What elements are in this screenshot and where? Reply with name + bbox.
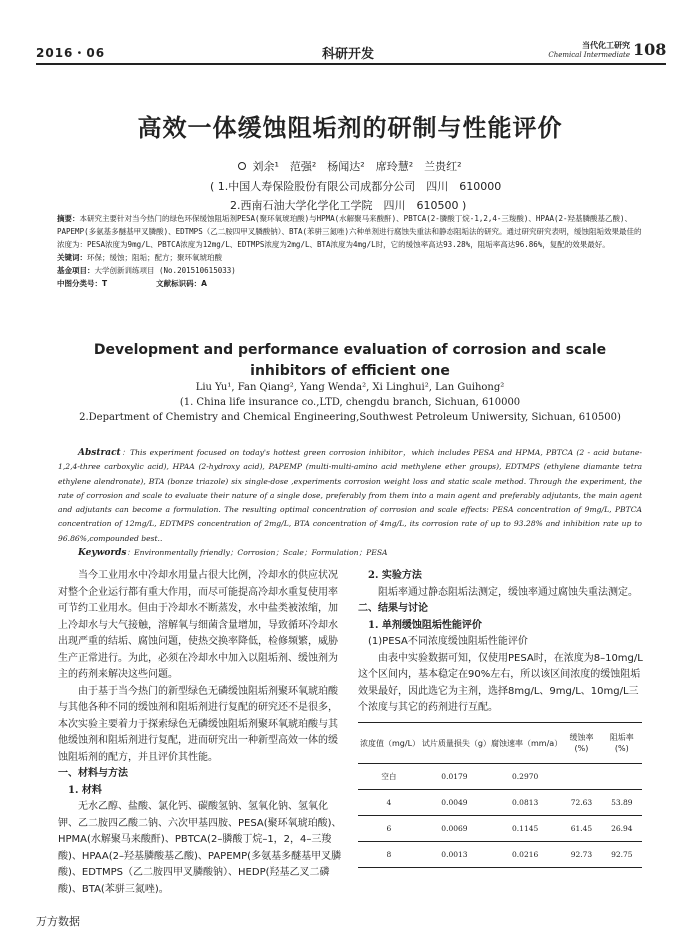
results-paragraph: 由表中实验数据可知，仅使用PESA时，在浓度为8–10mg/L这个区间内，基本稳定在90%左右，所以该区间浓度的缓蚀阻垢效果最好，因此选它为主剂，选择8mg/L、9mg/L、10mg/L三个浓度与其它的药剂进行互配。 — [358, 652, 643, 713]
table-cell: 空白 — [358, 764, 420, 790]
results-table — [358, 722, 642, 868]
table-header-cell: 浓度值（mg/L） — [358, 723, 420, 764]
table-header-cell: 阻垢率(%) — [602, 723, 642, 764]
title-en-line-2: inhibitors of efficient one — [250, 363, 450, 379]
authors-en-block — [0, 380, 700, 425]
circle-icon — [238, 162, 246, 170]
keywords-cn: 环保；缓蚀；阻垢；配方；聚环氧琥珀酸 — [87, 253, 222, 262]
fund-text: 大学创新训练项目 (No.201510615033) — [94, 266, 236, 275]
table-cell: 92.73 — [561, 842, 601, 868]
title-en-line-1: Development and performance evaluation of corrosion and scale — [93, 342, 607, 358]
table-header-cell: 缓蚀率(%) — [561, 723, 601, 764]
table-row — [358, 790, 642, 816]
doc-code-value: A — [201, 279, 207, 288]
journal-name — [545, 40, 630, 59]
issue-label: 2016・06 — [36, 46, 106, 60]
method-paragraph: 阻垢率通过静态阻垢法测定，缓蚀率通过腐蚀失重法测定。 — [378, 586, 638, 598]
table-cell: 0.0013 — [420, 842, 489, 868]
table-cell — [602, 764, 642, 790]
authors-cn — [0, 158, 700, 174]
affiliation-cn-2: 2.西南石油大学化学化工学院 四川 610500 ) — [230, 199, 467, 212]
table-cell: 0.1145 — [489, 816, 561, 842]
section-heading-2: 二、结果与讨论 — [358, 603, 428, 614]
keywords-en-label: Keywords — [78, 548, 127, 559]
intro-paragraph: 当今工业用水中冷却水用量占很大比例，冷却水的供应状况对整个企业运行都有重大作用，而尽可能提高冷却水重复使用率可节约工业用水。但由于冷却水不断蒸发，水中盐类被浓缩，加上冷却水与大气接触，溶解氧与细菌含量增加，导致循环冷却水出现严重的结垢、腐蚀问题，使热交换率降低，检修频繁，威胁生产正常进行。为此，必须在冷却水中加入以阻垢剂、缓蚀剂为主的药剂来解决这些问题。 — [58, 570, 338, 680]
abstract-en-text: This experiment focused on today's hottest green corrosion inhibitor，which includes PESA and HPMA, PBTCA (2 - acid butane-1,2,4-three carboxylic acid), HPAA (2-hydroxy acid), PAPEMP (multi-multi-amino acid methylene ether groups), EDTMPS (ethylene diamante tetra ethylene alendronate), BTA (bonze triazole) six single-dose ,experiments corrosion weight loss and static scale method. Through the experiment, the rate of corrosion and scale to evaluate their nature of a single dose, preferably from them into a main agent and preferably adjutants, the main agent and adjutants can become a formulation. The resulting optimal concentration of corrosion and scale effects: PESA concentration of 9mg/L, PBTCA concentration of 12mg/L, EDTMPS concentration of 2mg/L, BTA concentration of 4mg/L, its corrosion rate of up to 93.28% and inhibition rate up to 96.86%,compounded best.. — [58, 448, 642, 543]
table-cell: 0.2970 — [489, 764, 561, 790]
doc-code-label: 文献标识码： — [156, 279, 202, 288]
section-heading-1: 一、材料与方法 — [58, 768, 128, 779]
table-cell: 26.94 — [602, 816, 642, 842]
table-cell: 0.0813 — [489, 790, 561, 816]
table-cell — [561, 764, 601, 790]
table-row — [358, 764, 642, 790]
abstract-en: Abstract：This experiment focused on today's hottest green corrosion inhibitor，which includes PESA and HPMA, PBTCA (2 - acid butane-1,2,4-three carboxylic acid), HPAA (2-hydroxy acid), PAPEMP (multi-multi-amino acid methylene ether groups), EDTMPS (ethylene diamante tetra ethylene alendronate), BTA (bonze triazole) six single-dose ,experiments corrosion weight loss and static scale method. Through the experiment, the rate of corrosion and scale to evaluate their nature of a single dose, preferably from them into a main agent and preferably adjutants, the main agent and adjutants can become a formulation. The resulting optimal concentration of corrosion and scale effects: PESA concentration of 9mg/L, PBTCA concentration of 12mg/L, EDTMPS concentration of 2mg/L, BTA concentration of 4mg/L, its corrosion rate of up to 93.28% and inhibition rate up to 96.86%,compounded best.. Keywords：Environmentally friendly；Corrosion；Scale；Formulation；PESA — [58, 448, 642, 559]
class-label: 中图分类号： — [57, 279, 102, 288]
abstract-cn-label: 摘要： — [57, 214, 80, 223]
page-number: 108 — [633, 40, 667, 59]
body-right-column — [358, 568, 643, 717]
section-label: 科研开发 — [322, 47, 375, 62]
table-cell: 4 — [358, 790, 420, 816]
journal-name-en: Chemical Intermediate — [548, 51, 630, 59]
affiliation-cn-1: ( 1.中国人寿保险股份有限公司成都分公司 四川 610000 — [210, 180, 502, 193]
abstract-en-label: Abstract — [78, 448, 121, 458]
authors-cn-text: 刘余¹ 范强² 杨闻达² 席玲慧² 兰贵红² — [252, 160, 462, 173]
table-cell: 8 — [358, 842, 420, 868]
table-cell: 6 — [358, 816, 420, 842]
table-cell: 53.89 — [602, 790, 642, 816]
table-cell: 92.75 — [602, 842, 642, 868]
keywords-cn-label: 关键词： — [57, 253, 87, 262]
class-value: T — [102, 279, 108, 288]
affiliation-en-1: (1. China life insurance co.,LTD, chengdu branch, Sichuan, 610000 — [179, 397, 521, 408]
affiliation-en-2: 2.Department of Chemistry and Chemical Engineering,Southwest Petroleum Uniwersity, Sichuan, 610500) — [79, 412, 621, 423]
intro-paragraph-2: 由于基于当今热门的新型绿色无磷缓蚀阻垢剂聚环氧琥珀酸与其他各种不同的缓蚀剂和阻垢剂进行复配的研究还不是很多，本次实验主要着力于探索绿色无磷缓蚀阻垢剂聚环氧琥珀酸与其他缓蚀剂和阻垢剂进行复配，进而研究出一种新型高效一体的缓蚀阻垢剂的配方，并且评价其性能。 — [58, 685, 338, 763]
page-title-cn: 高效一体缓蚀阻垢剂的研制与性能评价 — [137, 114, 563, 142]
abstract-cn — [57, 212, 647, 290]
keywords-en: Environmentally friendly；Corrosion；Scale；Formulation；PESA — [134, 548, 388, 558]
table-row — [358, 816, 642, 842]
table-cell: 0.0069 — [420, 816, 489, 842]
table-header-row — [358, 723, 642, 764]
table-header-cell: 腐蚀速率（mm/a） — [489, 723, 561, 764]
authors-en: Liu Yu¹, Fan Qiang², Yang Wenda², Xi Linghui², Lan Guihong² — [195, 382, 505, 393]
subsection-heading-single: 1. 单剂缓蚀阻垢性能评价 — [368, 619, 482, 631]
page-title-en — [0, 340, 700, 382]
journal-name-cn: 当代化工研究 — [582, 41, 630, 50]
fund-label: 基金项目： — [57, 266, 95, 275]
abstract-cn-text: 本研究主要针对当今热门的绿色环保缓蚀阻垢剂PESA(聚环氧琥珀酸)与HPMA(水解聚马来酸酐)、PBTCA(2-膦酸丁烷-1,2,4-三羧酸)、HPAA(2-羟基膦酸基乙酸)、PAPEMP(多氨基多醚基甲叉膦酸)、EDTMPS（乙二胺四甲叉膦酸钠）、BTA(苯骈三氮唑)六种单剂进行腐蚀失重法和静态阻垢法的研究。通过研究研究表明，缓蚀阻垢效果最佳的浓度为：PESA浓度为9mg/L、PBTCA浓度为12mg/L、EDTMPS浓度为2mg/L、BTA浓度为4mg/L时，它的缓蚀率高达93.28%，阻垢率高达96.86%，复配的效果最好。 — [57, 214, 642, 249]
subsection-heading-method: 2. 实验方法 — [368, 570, 422, 581]
header-rule — [36, 63, 666, 65]
subsection-heading-materials: 1. 材料 — [68, 784, 102, 796]
table-cell: 72.63 — [561, 790, 601, 816]
table-cell: 0.0049 — [420, 790, 489, 816]
materials-paragraph: 无水乙醇、盐酸、氯化钙、碳酸氢钠、氢氧化钠、氢氧化钾、乙二胺四乙酸二钠、六次甲基四胺、PESA(聚环氧琥珀酸)、HPMA(水解聚马来酸酐)、PBTCA(2–膦酸丁烷–1，2，4–三羧酸)、HPAA(2–羟基膦酸基乙酸)、PAPEMP(多氨基多醚基甲叉膦酸)、EDTMPS（乙二胺四甲叉膦酸钠）、HEDP(羟基乙叉二磷酸)、BTA(苯骈三氮唑)。 — [58, 801, 342, 895]
table-row — [358, 842, 642, 868]
table-cell: 0.0216 — [489, 842, 561, 868]
table-header-cell: 试片质量损失（g） — [420, 723, 489, 764]
body-left-column — [58, 568, 343, 898]
footer-watermark: 万方数据 — [36, 915, 80, 928]
table-cell: 61.45 — [561, 816, 601, 842]
subsection-heading-pesa: (1)PESA不同浓度缓蚀阻垢性能评价 — [368, 636, 528, 647]
table-cell: 0.0179 — [420, 764, 489, 790]
